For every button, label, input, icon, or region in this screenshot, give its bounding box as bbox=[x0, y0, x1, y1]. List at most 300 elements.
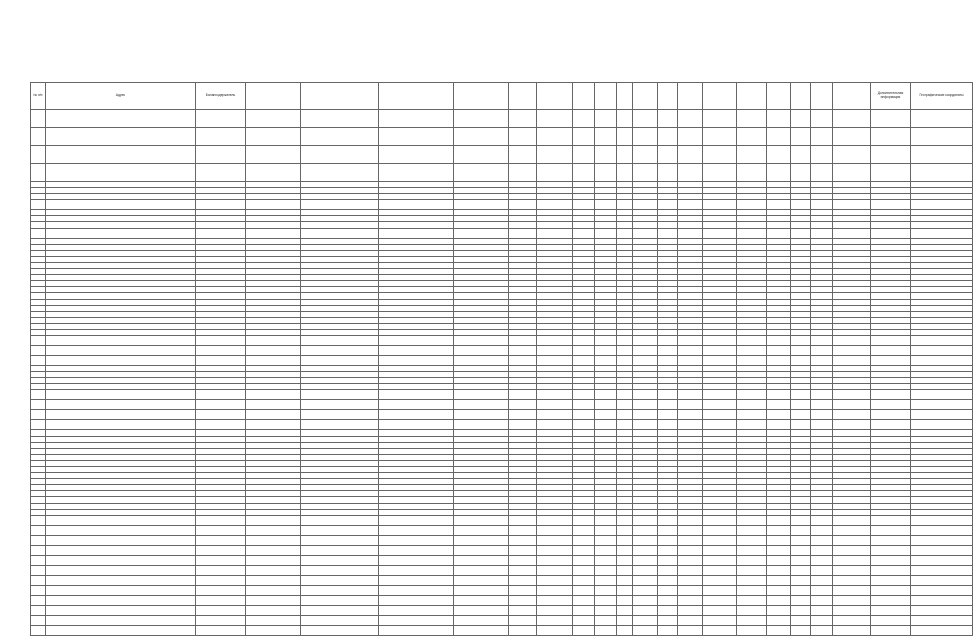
table-cell bbox=[633, 575, 658, 585]
table-cell bbox=[791, 356, 811, 366]
table-cell bbox=[509, 595, 537, 605]
table-row bbox=[31, 605, 973, 615]
table-cell bbox=[379, 555, 454, 565]
table-cell bbox=[46, 555, 196, 565]
table-cell bbox=[633, 525, 658, 535]
table-cell bbox=[454, 585, 509, 595]
table-cell bbox=[737, 390, 767, 400]
table-cell bbox=[791, 565, 811, 575]
table-cell bbox=[537, 200, 573, 210]
table-cell bbox=[911, 146, 973, 164]
table-cell bbox=[678, 110, 703, 128]
table-cell bbox=[658, 515, 678, 525]
table-row bbox=[31, 110, 973, 128]
table-cell bbox=[246, 346, 301, 356]
table-cell bbox=[911, 390, 973, 400]
table-cell bbox=[573, 585, 595, 595]
table-cell bbox=[791, 545, 811, 555]
table-cell bbox=[791, 420, 811, 430]
table-cell bbox=[246, 575, 301, 585]
table-cell bbox=[454, 336, 509, 346]
table-cell bbox=[573, 615, 595, 625]
table-cell bbox=[811, 535, 833, 545]
table-cell bbox=[911, 515, 973, 525]
table-cell bbox=[454, 164, 509, 182]
table-cell bbox=[678, 164, 703, 182]
table-cell bbox=[454, 400, 509, 410]
table-cell bbox=[911, 410, 973, 420]
table-cell bbox=[633, 390, 658, 400]
table-cell bbox=[301, 336, 379, 346]
table-cell bbox=[246, 390, 301, 400]
table-cell bbox=[833, 615, 871, 625]
table-cell bbox=[454, 420, 509, 430]
table-cell bbox=[537, 400, 573, 410]
registry-table bbox=[30, 82, 973, 636]
table-cell bbox=[509, 146, 537, 164]
table-cell bbox=[573, 595, 595, 605]
table-cell bbox=[703, 525, 737, 535]
column-header bbox=[678, 83, 703, 110]
table-cell bbox=[246, 410, 301, 420]
table-cell bbox=[871, 128, 911, 146]
table-row bbox=[31, 525, 973, 535]
table-cell bbox=[246, 200, 301, 210]
table-cell bbox=[31, 545, 46, 555]
table-cell bbox=[658, 390, 678, 400]
table-cell bbox=[658, 410, 678, 420]
table-cell bbox=[703, 410, 737, 420]
table-cell bbox=[509, 565, 537, 575]
table-cell bbox=[196, 400, 246, 410]
table-cell bbox=[811, 515, 833, 525]
table-cell bbox=[454, 525, 509, 535]
table-cell bbox=[633, 615, 658, 625]
table-cell bbox=[573, 400, 595, 410]
table-cell bbox=[46, 565, 196, 575]
table-cell bbox=[737, 525, 767, 535]
table-cell bbox=[811, 390, 833, 400]
table-cell bbox=[46, 228, 196, 238]
table-cell bbox=[703, 545, 737, 555]
column-header: № п/п bbox=[31, 83, 46, 110]
table-cell bbox=[46, 525, 196, 535]
column-header bbox=[379, 83, 454, 110]
table-cell bbox=[31, 525, 46, 535]
table-cell bbox=[767, 605, 791, 615]
table-cell bbox=[537, 390, 573, 400]
table-cell bbox=[703, 575, 737, 585]
table-cell bbox=[658, 625, 678, 635]
table-cell bbox=[46, 164, 196, 182]
table-cell bbox=[871, 420, 911, 430]
table-cell bbox=[595, 535, 617, 545]
table-cell bbox=[678, 200, 703, 210]
table-cell bbox=[509, 515, 537, 525]
table-cell bbox=[911, 525, 973, 535]
table-cell bbox=[678, 420, 703, 430]
table-cell bbox=[31, 146, 46, 164]
table-cell bbox=[703, 356, 737, 366]
table-cell bbox=[791, 200, 811, 210]
table-cell bbox=[617, 390, 633, 400]
table-cell bbox=[196, 575, 246, 585]
table-cell bbox=[737, 146, 767, 164]
table-cell bbox=[537, 565, 573, 575]
column-header bbox=[246, 83, 301, 110]
table-cell bbox=[737, 615, 767, 625]
column-header: Дополнительная информация bbox=[871, 83, 911, 110]
table-row bbox=[31, 625, 973, 635]
table-cell bbox=[595, 615, 617, 625]
table-cell bbox=[791, 336, 811, 346]
table-cell bbox=[737, 164, 767, 182]
column-header bbox=[454, 83, 509, 110]
table-cell bbox=[454, 200, 509, 210]
table-cell bbox=[703, 605, 737, 615]
table-cell bbox=[573, 535, 595, 545]
table-cell bbox=[46, 390, 196, 400]
table-cell bbox=[633, 625, 658, 635]
table-cell bbox=[537, 595, 573, 605]
table-cell bbox=[767, 356, 791, 366]
table-cell bbox=[703, 200, 737, 210]
table-cell bbox=[617, 565, 633, 575]
table-cell bbox=[595, 515, 617, 525]
table-cell bbox=[703, 390, 737, 400]
table-cell bbox=[678, 605, 703, 615]
table-header-row bbox=[31, 83, 973, 110]
table-cell bbox=[46, 336, 196, 346]
table-cell bbox=[678, 346, 703, 356]
table-cell bbox=[658, 585, 678, 595]
table-cell bbox=[633, 128, 658, 146]
table-cell bbox=[196, 410, 246, 420]
table-cell bbox=[537, 410, 573, 420]
table-cell bbox=[509, 420, 537, 430]
table-cell bbox=[737, 228, 767, 238]
table-row bbox=[31, 336, 973, 346]
table-cell bbox=[633, 146, 658, 164]
table-cell bbox=[573, 575, 595, 585]
table-cell bbox=[633, 585, 658, 595]
table-cell bbox=[196, 535, 246, 545]
table-cell bbox=[454, 515, 509, 525]
column-header bbox=[301, 83, 379, 110]
table-cell bbox=[871, 336, 911, 346]
table-cell bbox=[871, 535, 911, 545]
table-cell bbox=[537, 420, 573, 430]
table-cell bbox=[573, 228, 595, 238]
table-cell bbox=[31, 420, 46, 430]
table-cell bbox=[595, 605, 617, 615]
table-cell bbox=[617, 400, 633, 410]
table-cell bbox=[595, 545, 617, 555]
table-cell bbox=[301, 535, 379, 545]
table-cell bbox=[811, 615, 833, 625]
table-cell bbox=[633, 545, 658, 555]
table-cell bbox=[379, 400, 454, 410]
table-cell bbox=[767, 410, 791, 420]
table-cell bbox=[46, 410, 196, 420]
table-cell bbox=[246, 146, 301, 164]
table-cell bbox=[509, 228, 537, 238]
table-cell bbox=[633, 410, 658, 420]
table-cell bbox=[658, 525, 678, 535]
table-cell bbox=[573, 565, 595, 575]
table-cell bbox=[509, 575, 537, 585]
table-cell bbox=[617, 555, 633, 565]
table-cell bbox=[246, 615, 301, 625]
table-cell bbox=[509, 535, 537, 545]
table-row bbox=[31, 575, 973, 585]
table-cell bbox=[678, 625, 703, 635]
table-cell bbox=[703, 535, 737, 545]
table-cell bbox=[871, 575, 911, 585]
table-cell bbox=[379, 575, 454, 585]
table-cell bbox=[379, 346, 454, 356]
column-header bbox=[509, 83, 537, 110]
table-cell bbox=[833, 535, 871, 545]
table-cell bbox=[911, 346, 973, 356]
table-cell bbox=[658, 110, 678, 128]
table-cell bbox=[833, 356, 871, 366]
table-cell bbox=[617, 575, 633, 585]
table-cell bbox=[617, 625, 633, 635]
table-cell bbox=[678, 565, 703, 575]
table-cell bbox=[454, 605, 509, 615]
table-cell bbox=[617, 128, 633, 146]
table-cell bbox=[791, 615, 811, 625]
table-cell bbox=[737, 555, 767, 565]
table-cell bbox=[617, 605, 633, 615]
table-cell bbox=[196, 128, 246, 146]
table-cell bbox=[617, 535, 633, 545]
table-cell bbox=[791, 555, 811, 565]
table-cell bbox=[811, 545, 833, 555]
table-cell bbox=[573, 545, 595, 555]
table-cell bbox=[833, 595, 871, 605]
table-cell bbox=[703, 615, 737, 625]
table-cell bbox=[791, 400, 811, 410]
table-cell bbox=[379, 545, 454, 555]
table-cell bbox=[46, 605, 196, 615]
table-cell bbox=[31, 390, 46, 400]
table-row bbox=[31, 515, 973, 525]
column-header bbox=[573, 83, 595, 110]
table-cell bbox=[246, 356, 301, 366]
table-cell bbox=[617, 336, 633, 346]
table-cell bbox=[703, 346, 737, 356]
table-cell bbox=[246, 625, 301, 635]
table-cell bbox=[678, 356, 703, 366]
table-cell bbox=[196, 605, 246, 615]
table-cell bbox=[537, 555, 573, 565]
table-cell bbox=[911, 545, 973, 555]
table-cell bbox=[196, 420, 246, 430]
table-cell bbox=[301, 565, 379, 575]
table-cell bbox=[811, 146, 833, 164]
table-cell bbox=[767, 336, 791, 346]
table-cell bbox=[617, 146, 633, 164]
table-cell bbox=[301, 525, 379, 535]
table-cell bbox=[911, 625, 973, 635]
table-cell bbox=[537, 615, 573, 625]
table-cell bbox=[871, 515, 911, 525]
table-cell bbox=[871, 164, 911, 182]
table-row bbox=[31, 410, 973, 420]
table-cell bbox=[737, 515, 767, 525]
table-cell bbox=[379, 200, 454, 210]
table-cell bbox=[246, 535, 301, 545]
table-cell bbox=[871, 346, 911, 356]
table-cell bbox=[767, 146, 791, 164]
table-cell bbox=[595, 400, 617, 410]
table-cell bbox=[573, 128, 595, 146]
table-cell bbox=[379, 615, 454, 625]
table-cell bbox=[379, 525, 454, 535]
table-cell bbox=[833, 400, 871, 410]
column-header bbox=[767, 83, 791, 110]
table-cell bbox=[246, 420, 301, 430]
table-cell bbox=[573, 515, 595, 525]
table-cell bbox=[301, 128, 379, 146]
table-cell bbox=[31, 515, 46, 525]
table-cell bbox=[911, 336, 973, 346]
table-cell bbox=[911, 164, 973, 182]
table-cell bbox=[573, 110, 595, 128]
table-cell bbox=[703, 128, 737, 146]
table-cell bbox=[595, 164, 617, 182]
table-cell bbox=[31, 575, 46, 585]
column-header bbox=[833, 83, 871, 110]
table-cell bbox=[911, 595, 973, 605]
table-cell bbox=[196, 356, 246, 366]
table-cell bbox=[767, 555, 791, 565]
table-cell bbox=[573, 555, 595, 565]
table-cell bbox=[46, 200, 196, 210]
table-cell bbox=[617, 420, 633, 430]
table-cell bbox=[703, 515, 737, 525]
table-cell bbox=[658, 164, 678, 182]
table-cell bbox=[31, 336, 46, 346]
table-cell bbox=[737, 346, 767, 356]
table-cell bbox=[617, 585, 633, 595]
table-cell bbox=[871, 410, 911, 420]
table-cell bbox=[454, 555, 509, 565]
table-cell bbox=[617, 356, 633, 366]
table-cell bbox=[767, 625, 791, 635]
table-cell bbox=[31, 555, 46, 565]
table-cell bbox=[595, 420, 617, 430]
table-cell bbox=[791, 146, 811, 164]
table-cell bbox=[301, 164, 379, 182]
table-cell bbox=[573, 146, 595, 164]
table-cell bbox=[678, 595, 703, 605]
table-cell bbox=[633, 420, 658, 430]
table-cell bbox=[767, 228, 791, 238]
table-cell bbox=[454, 390, 509, 400]
table-cell bbox=[678, 390, 703, 400]
table-cell bbox=[737, 575, 767, 585]
table-row bbox=[31, 615, 973, 625]
table-cell bbox=[833, 146, 871, 164]
column-header: Географические координаты bbox=[911, 83, 973, 110]
table-cell bbox=[811, 525, 833, 535]
table-cell bbox=[767, 615, 791, 625]
table-cell bbox=[703, 400, 737, 410]
table-cell bbox=[703, 565, 737, 575]
table-cell bbox=[196, 515, 246, 525]
table-cell bbox=[791, 164, 811, 182]
table-cell bbox=[658, 565, 678, 575]
table-cell bbox=[196, 346, 246, 356]
table-cell bbox=[537, 146, 573, 164]
table-cell bbox=[678, 336, 703, 346]
table-cell bbox=[573, 336, 595, 346]
table-cell bbox=[737, 605, 767, 615]
table-cell bbox=[617, 346, 633, 356]
table-cell bbox=[791, 515, 811, 525]
table-cell bbox=[46, 356, 196, 366]
table-cell bbox=[737, 595, 767, 605]
table-cell bbox=[246, 336, 301, 346]
table-cell bbox=[31, 585, 46, 595]
table-cell bbox=[811, 164, 833, 182]
table-cell bbox=[811, 565, 833, 575]
table-cell bbox=[811, 420, 833, 430]
table-cell bbox=[633, 356, 658, 366]
table-cell bbox=[537, 128, 573, 146]
table-cell bbox=[595, 146, 617, 164]
table-row bbox=[31, 146, 973, 164]
table-cell bbox=[658, 605, 678, 615]
table-cell bbox=[509, 410, 537, 420]
table-cell bbox=[509, 605, 537, 615]
table-cell bbox=[246, 555, 301, 565]
table-cell bbox=[633, 200, 658, 210]
table-cell bbox=[911, 585, 973, 595]
table-cell bbox=[301, 420, 379, 430]
table-cell bbox=[301, 346, 379, 356]
table-cell bbox=[379, 515, 454, 525]
table-cell bbox=[46, 545, 196, 555]
table-cell bbox=[46, 400, 196, 410]
table-cell bbox=[46, 515, 196, 525]
table-cell bbox=[537, 515, 573, 525]
table-cell bbox=[633, 555, 658, 565]
table-cell bbox=[595, 410, 617, 420]
table-cell bbox=[833, 390, 871, 400]
table-cell bbox=[678, 525, 703, 535]
table-cell bbox=[595, 595, 617, 605]
table-cell bbox=[379, 410, 454, 420]
table-cell bbox=[767, 595, 791, 605]
table-cell bbox=[246, 110, 301, 128]
table-cell bbox=[246, 164, 301, 182]
table-cell bbox=[379, 420, 454, 430]
table-cell bbox=[31, 400, 46, 410]
table-cell bbox=[703, 336, 737, 346]
table-cell bbox=[767, 545, 791, 555]
table-cell bbox=[509, 525, 537, 535]
table-cell bbox=[811, 410, 833, 420]
table-cell bbox=[196, 595, 246, 605]
table-cell bbox=[633, 164, 658, 182]
table-cell bbox=[633, 535, 658, 545]
table-cell bbox=[703, 228, 737, 238]
table-cell bbox=[454, 545, 509, 555]
